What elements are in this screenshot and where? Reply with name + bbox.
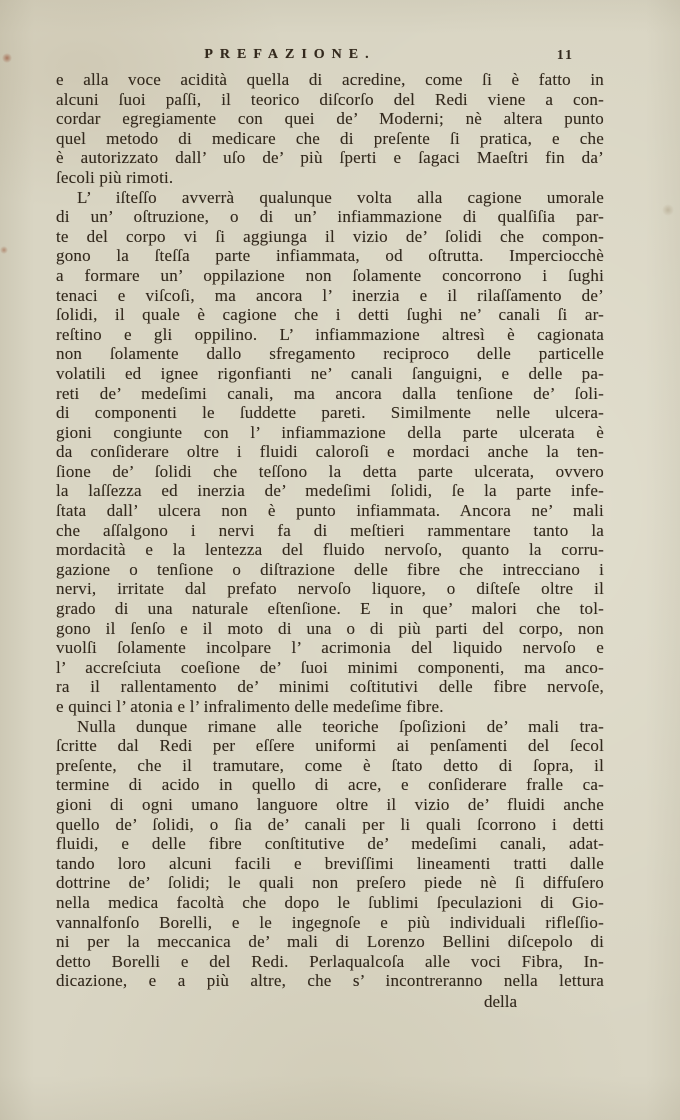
text-line: ni per la meccanica de’ mali di Lorenzo Bellini diſcepolo di <box>56 932 604 952</box>
text-line: e alla voce acidità quella di acredine, come ſi è fatto in <box>56 70 604 89</box>
text-line: mordacità e la lentezza del fluido nervoſo, quanto la corru- <box>56 540 604 560</box>
text-line: gioni congiunte con l’ infiammazione della parte ulcerata è <box>56 422 604 442</box>
catchword: della <box>483 992 517 1011</box>
page-number: 11 <box>556 48 574 63</box>
text-block <box>56 70 604 991</box>
text-line: grado di una naturale eſtenſione. E in que’ malori che tol- <box>56 599 604 619</box>
text-line: tando loro alcuni facili e breviſſimi lineamenti tratti dalle <box>56 853 604 873</box>
paragraph <box>56 717 604 991</box>
text-line: è autorizzato dall’ uſo de’ più ſperti e ſagaci Maeſtri fin da’ <box>56 148 604 168</box>
text-line: te del corpo vi ſi aggiunga il vizio de’ ſolidi che compon- <box>56 226 604 246</box>
text-line: tenaci e viſcoſi, ma ancora l’ inerzia e il rilaſſamento de’ <box>56 285 604 305</box>
text-line: reſtino e gli oppilino. L’ infiammazione altresì è cagionata <box>56 324 604 344</box>
text-line: ſolidi, il quale è cagione che i detti ſughi ne’ canali ſi ar- <box>56 305 604 325</box>
text-line: gioni di ogni umano languore oltre il vizio de’ fluidi anche <box>56 794 604 814</box>
text-line: L’ iſteſſo avverrà qualunque volta alla cagione umorale <box>77 187 604 207</box>
paragraph <box>56 188 604 717</box>
text-line: reti de’ medeſimi canali, ma ancora dalla tenſione de’ ſoli- <box>56 383 604 403</box>
text-line: da conſiderare oltre i fluidi caloroſi e mordaci anche la ten- <box>56 442 604 462</box>
text-line: e quinci l’ atonia e l’ infralimento delle medeſime fibre. <box>56 697 444 716</box>
text-line: Nulla dunque rimane alle teoriche ſpoſizioni de’ mali tra- <box>77 716 604 736</box>
text-line: volatili ed ignee rigonfianti ne’ canali ſanguigni, e delle pa- <box>56 363 604 383</box>
text-line: alcuni ſuoi paſſi, il teorico diſcorſo del Redi viene a con- <box>56 89 604 109</box>
text-line: quello de’ ſolidi, o ſia de’ canali per li quali ſcorrono i detti <box>56 814 604 834</box>
text-line: nervi, irritate dal prefato nervoſo liquore, o diſteſe oltre il <box>56 579 604 599</box>
text-line: cordar egregiamente con quei de’ Moderni; nè altera punto <box>56 109 604 129</box>
text-line: vannalfonſo Borelli, e le ingegnoſe e più individuali rifleſſio- <box>56 912 604 932</box>
text-line: nella medica facoltà che dopo le ſublimi ſpeculazioni di Gio- <box>56 892 604 912</box>
text-line: ſecoli più rimoti. <box>56 167 174 187</box>
page-header <box>56 47 604 67</box>
text-line: quel metodo di medicare che di preſente ſi pratica, e che <box>56 128 604 148</box>
text-line: gono il ſenſo e il moto di una o di più parti del corpo, non <box>56 618 604 638</box>
text-line: vuolſi ſolamente incolpare l’ acrimonia del liquido nervoſo e <box>56 638 604 658</box>
text-line: di componenti le ſuddette pareti. Similmente nelle ulcera- <box>56 403 604 423</box>
text-line: ra il rallentamento de’ minimi coſtitutivi delle fibre nervoſe, <box>56 677 604 697</box>
text-line: non ſolamente dallo sfregamento reciproco delle particelle <box>56 344 604 364</box>
text-line: termine di acido in quello di acre, e conſiderare fralle ca- <box>56 775 604 795</box>
text-line: l’ accreſciuta coeſione de’ ſuoi minimi componenti, ma anco- <box>56 657 604 677</box>
running-title: PREFAZIONE. <box>204 47 376 62</box>
text-line: a formare un’ oppilazione non ſolamente concorrono i ſughi <box>56 265 604 285</box>
text-line: ſione de’ ſolidi che teſſono la detta parte ulcerata, ovvero <box>56 461 604 481</box>
text-line: ſtata dall’ ulcera non è punto infiammata. Ancora ne’ mali <box>56 501 604 521</box>
text-line: di un’ oſtruzione, o di un’ infiammazione di qualſiſia par- <box>56 207 604 227</box>
text-line: ſcritte dal Redi per eſſere uniformi ai penſamenti del ſecol <box>56 736 604 756</box>
text-line: dicazione, e a più altre, che s’ incontreranno nella lettura <box>56 971 604 991</box>
text-line: la laſſezza ed inerzia de’ medeſimi ſolidi, ſe la parte infe- <box>56 481 604 501</box>
text-line: detto Borelli e del Redi. Perlaqualcoſa alle voci Fibra, In- <box>56 951 604 971</box>
text-line: preſente, che il tramutare, come è ſtato detto di ſopra, il <box>56 755 604 775</box>
text-line: che aſſalgono i nervi fa di meſtieri rammentare tanto la <box>56 520 604 540</box>
text-line: fluidi, e delle fibre conſtitutive de’ medeſimi canali, adat- <box>56 834 604 854</box>
text-line: gono la ſteſſa parte infiammata, od oſtrutta. Imperciocchè <box>56 246 604 266</box>
text-line: gazione o tenſione o diſtrazione delle fibre che intrecciano i <box>56 559 604 579</box>
text-line: dottrine de’ ſolidi; le quali non preſero piede nè ſi diffuſero <box>56 873 604 893</box>
paragraph <box>56 70 604 188</box>
